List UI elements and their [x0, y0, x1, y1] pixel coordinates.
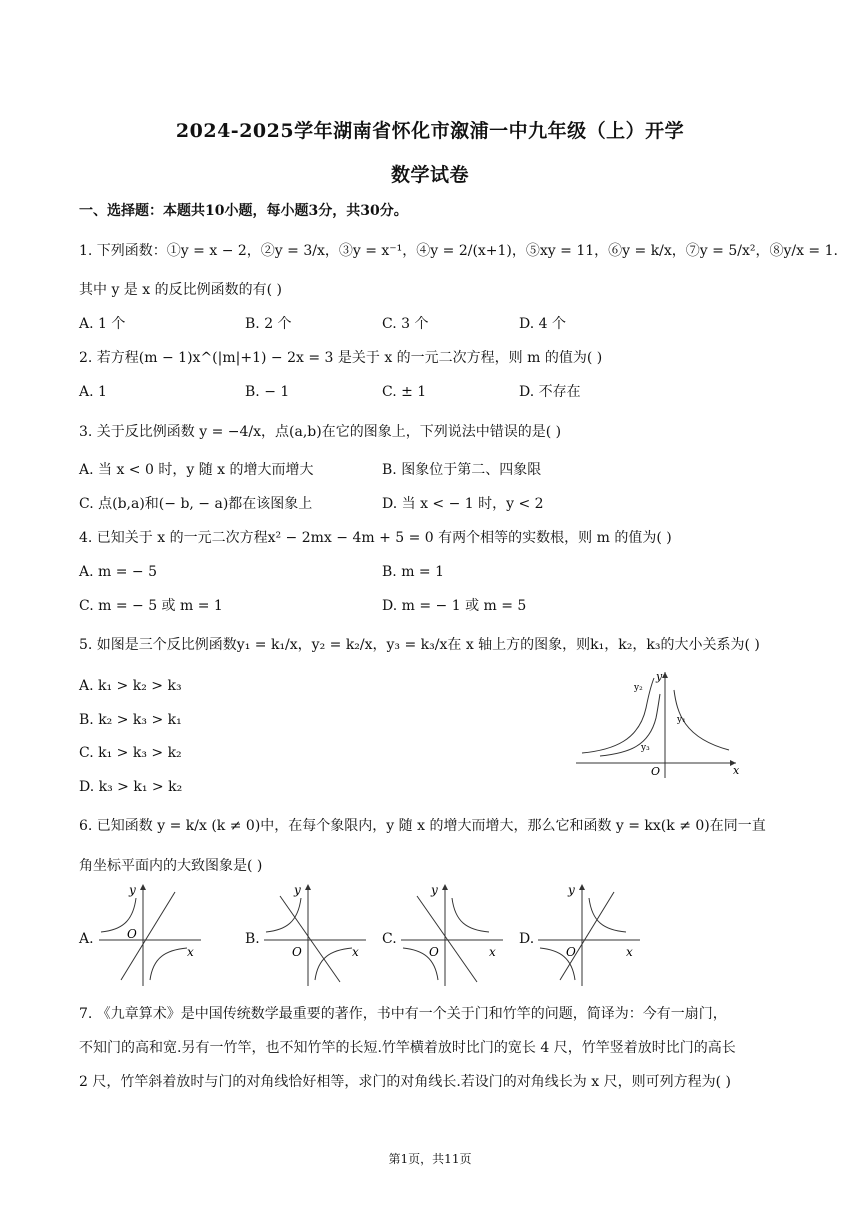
- q4-option-c: C. m = − 5 或 m = 1: [79, 598, 223, 614]
- q5-option-b: B. k₂ > k₃ > k₁: [79, 712, 182, 728]
- q3-option-b: B. 图象位于第二、四象限: [382, 462, 542, 478]
- q5-label-x: x: [733, 764, 740, 777]
- q6-graph-a: [93, 880, 205, 990]
- q6a-label-o: O: [127, 927, 137, 941]
- question-6-text: 6. 已知函数 y = k/x (k ≠ 0)中，在每个象限内，y 随 x 的增大而增大，那么它和函数 y = kx(k ≠ 0)在同一直: [79, 818, 766, 834]
- question-5-text: 5. 如图是三个反比例函数y₁ = k₁/x，y₂ = k₂/x，y₃ = k₃/x在 x 轴上方的图象，则k₁，k₂，k₃的大小关系为( ): [79, 637, 760, 653]
- q6b-label-x: x: [352, 945, 359, 959]
- question-7-text: 7. 《九章算术》是中国传统数学最重要的著作，书中有一个关于门和竹竿的问题，简译为：今有一扇门，: [79, 1006, 727, 1022]
- question-7-text-2: 不知门的高和宽.另有一竹竿，也不知竹竿的长短.竹竿横着放时比门的宽长 4 尺，竹竿竖着放时比门的高长: [79, 1040, 736, 1056]
- q6-graph-c: [395, 880, 507, 990]
- q2-option-c: C. ± 1: [382, 384, 427, 400]
- q5-curve-y3: [600, 694, 660, 756]
- q6a-label-y: y: [129, 883, 136, 897]
- q6d-label-o: O: [566, 945, 576, 959]
- page-subtitle: 数学试卷: [390, 164, 469, 186]
- q6c-label-o: O: [429, 945, 439, 959]
- q3-option-c: C. 点(b,a)和(− b, − a)都在该图象上: [79, 496, 313, 512]
- q4-option-d: D. m = − 1 或 m = 5: [382, 598, 527, 614]
- q1-option-c: C. 3 个: [382, 316, 429, 332]
- q5-label-y3: y₃: [641, 743, 650, 753]
- question-6-text-2: 角坐标平面内的大致图象是( ): [79, 858, 263, 874]
- q1-option-a: A. 1 个: [79, 316, 126, 332]
- q5-label-y1: y₁: [677, 715, 686, 725]
- q5-option-d: D. k₃ > k₁ > k₂: [79, 779, 183, 795]
- q6-option-b: B.: [245, 931, 260, 947]
- q6-option-d: D.: [519, 931, 535, 947]
- page-footer: 第1页，共11页: [388, 1152, 472, 1166]
- q2-option-b: B. − 1: [245, 384, 290, 400]
- q6-option-c: C.: [382, 931, 397, 947]
- question-4-text: 4. 已知关于 x 的一元二次方程x² − 2mx − 4m + 5 = 0 有两个相等的实数根，则 m 的值为( ): [79, 530, 672, 546]
- q6-graph-d: [532, 880, 644, 990]
- q3-option-a: A. 当 x < 0 时，y 随 x 的增大而增大: [79, 462, 314, 478]
- q5-label-y: y: [656, 670, 663, 683]
- q5-option-a: A. k₁ > k₂ > k₃: [79, 678, 182, 694]
- q4-option-b: B. m = 1: [382, 564, 445, 580]
- q6b-label-y: y: [294, 883, 301, 897]
- q3-option-d: D. 当 x < − 1 时，y < 2: [382, 496, 544, 512]
- q2-option-d: D. 不存在: [519, 384, 581, 400]
- q6c-label-y: y: [431, 883, 438, 897]
- q1-option-d: D. 4 个: [519, 316, 566, 332]
- q5-figure: [574, 668, 744, 780]
- question-1-text-2: 其中 y 是 x 的反比例函数的有( ): [79, 282, 282, 298]
- page-title: 2024-2025学年湖南省怀化市溆浦一中九年级（上）开学: [175, 120, 685, 142]
- q5-label-y2: y₂: [634, 683, 643, 693]
- question-3-text: 3. 关于反比例函数 y = −4/x，点(a,b)在它的图象上，下列说法中错误的是( ): [79, 424, 562, 440]
- q5-y-arrow: [662, 672, 668, 678]
- q1-option-b: B. 2 个: [245, 316, 292, 332]
- question-7-text-3: 2 尺，竹竿斜着放时与门的对角线恰好相等，求门的对角线长.若设门的对角线长为 x 尺，则可列方程为( ): [79, 1074, 731, 1090]
- q6-option-a: A.: [79, 931, 94, 947]
- question-1-text: 1. 下列函数：①y = x − 2，②y = 3/x，③y = x⁻¹，④y = 2/(x+1)，⑤xy = 11，⑥y = k/x，⑦y = 5/x²，⑧y/x = 1.: [79, 243, 838, 259]
- q6a-label-x: x: [187, 945, 194, 959]
- q5-label-o: O: [651, 765, 661, 778]
- q6c-label-x: x: [489, 945, 496, 959]
- q6d-label-x: x: [626, 945, 633, 959]
- q6-graph-b: [258, 880, 370, 990]
- q6d-label-y: y: [568, 883, 575, 897]
- q4-option-a: A. m = − 5: [79, 564, 158, 580]
- question-2-text: 2. 若方程(m − 1)x^(|m|+1) − 2x = 3 是关于 x 的一元二次方程，则 m 的值为( ): [79, 350, 603, 366]
- q6b-label-o: O: [292, 945, 302, 959]
- q5-option-c: C. k₁ > k₃ > k₂: [79, 745, 182, 761]
- q2-option-a: A. 1: [79, 384, 107, 400]
- section-heading: 一、选择题：本题共10小题，每小题3分，共30分。: [79, 203, 408, 219]
